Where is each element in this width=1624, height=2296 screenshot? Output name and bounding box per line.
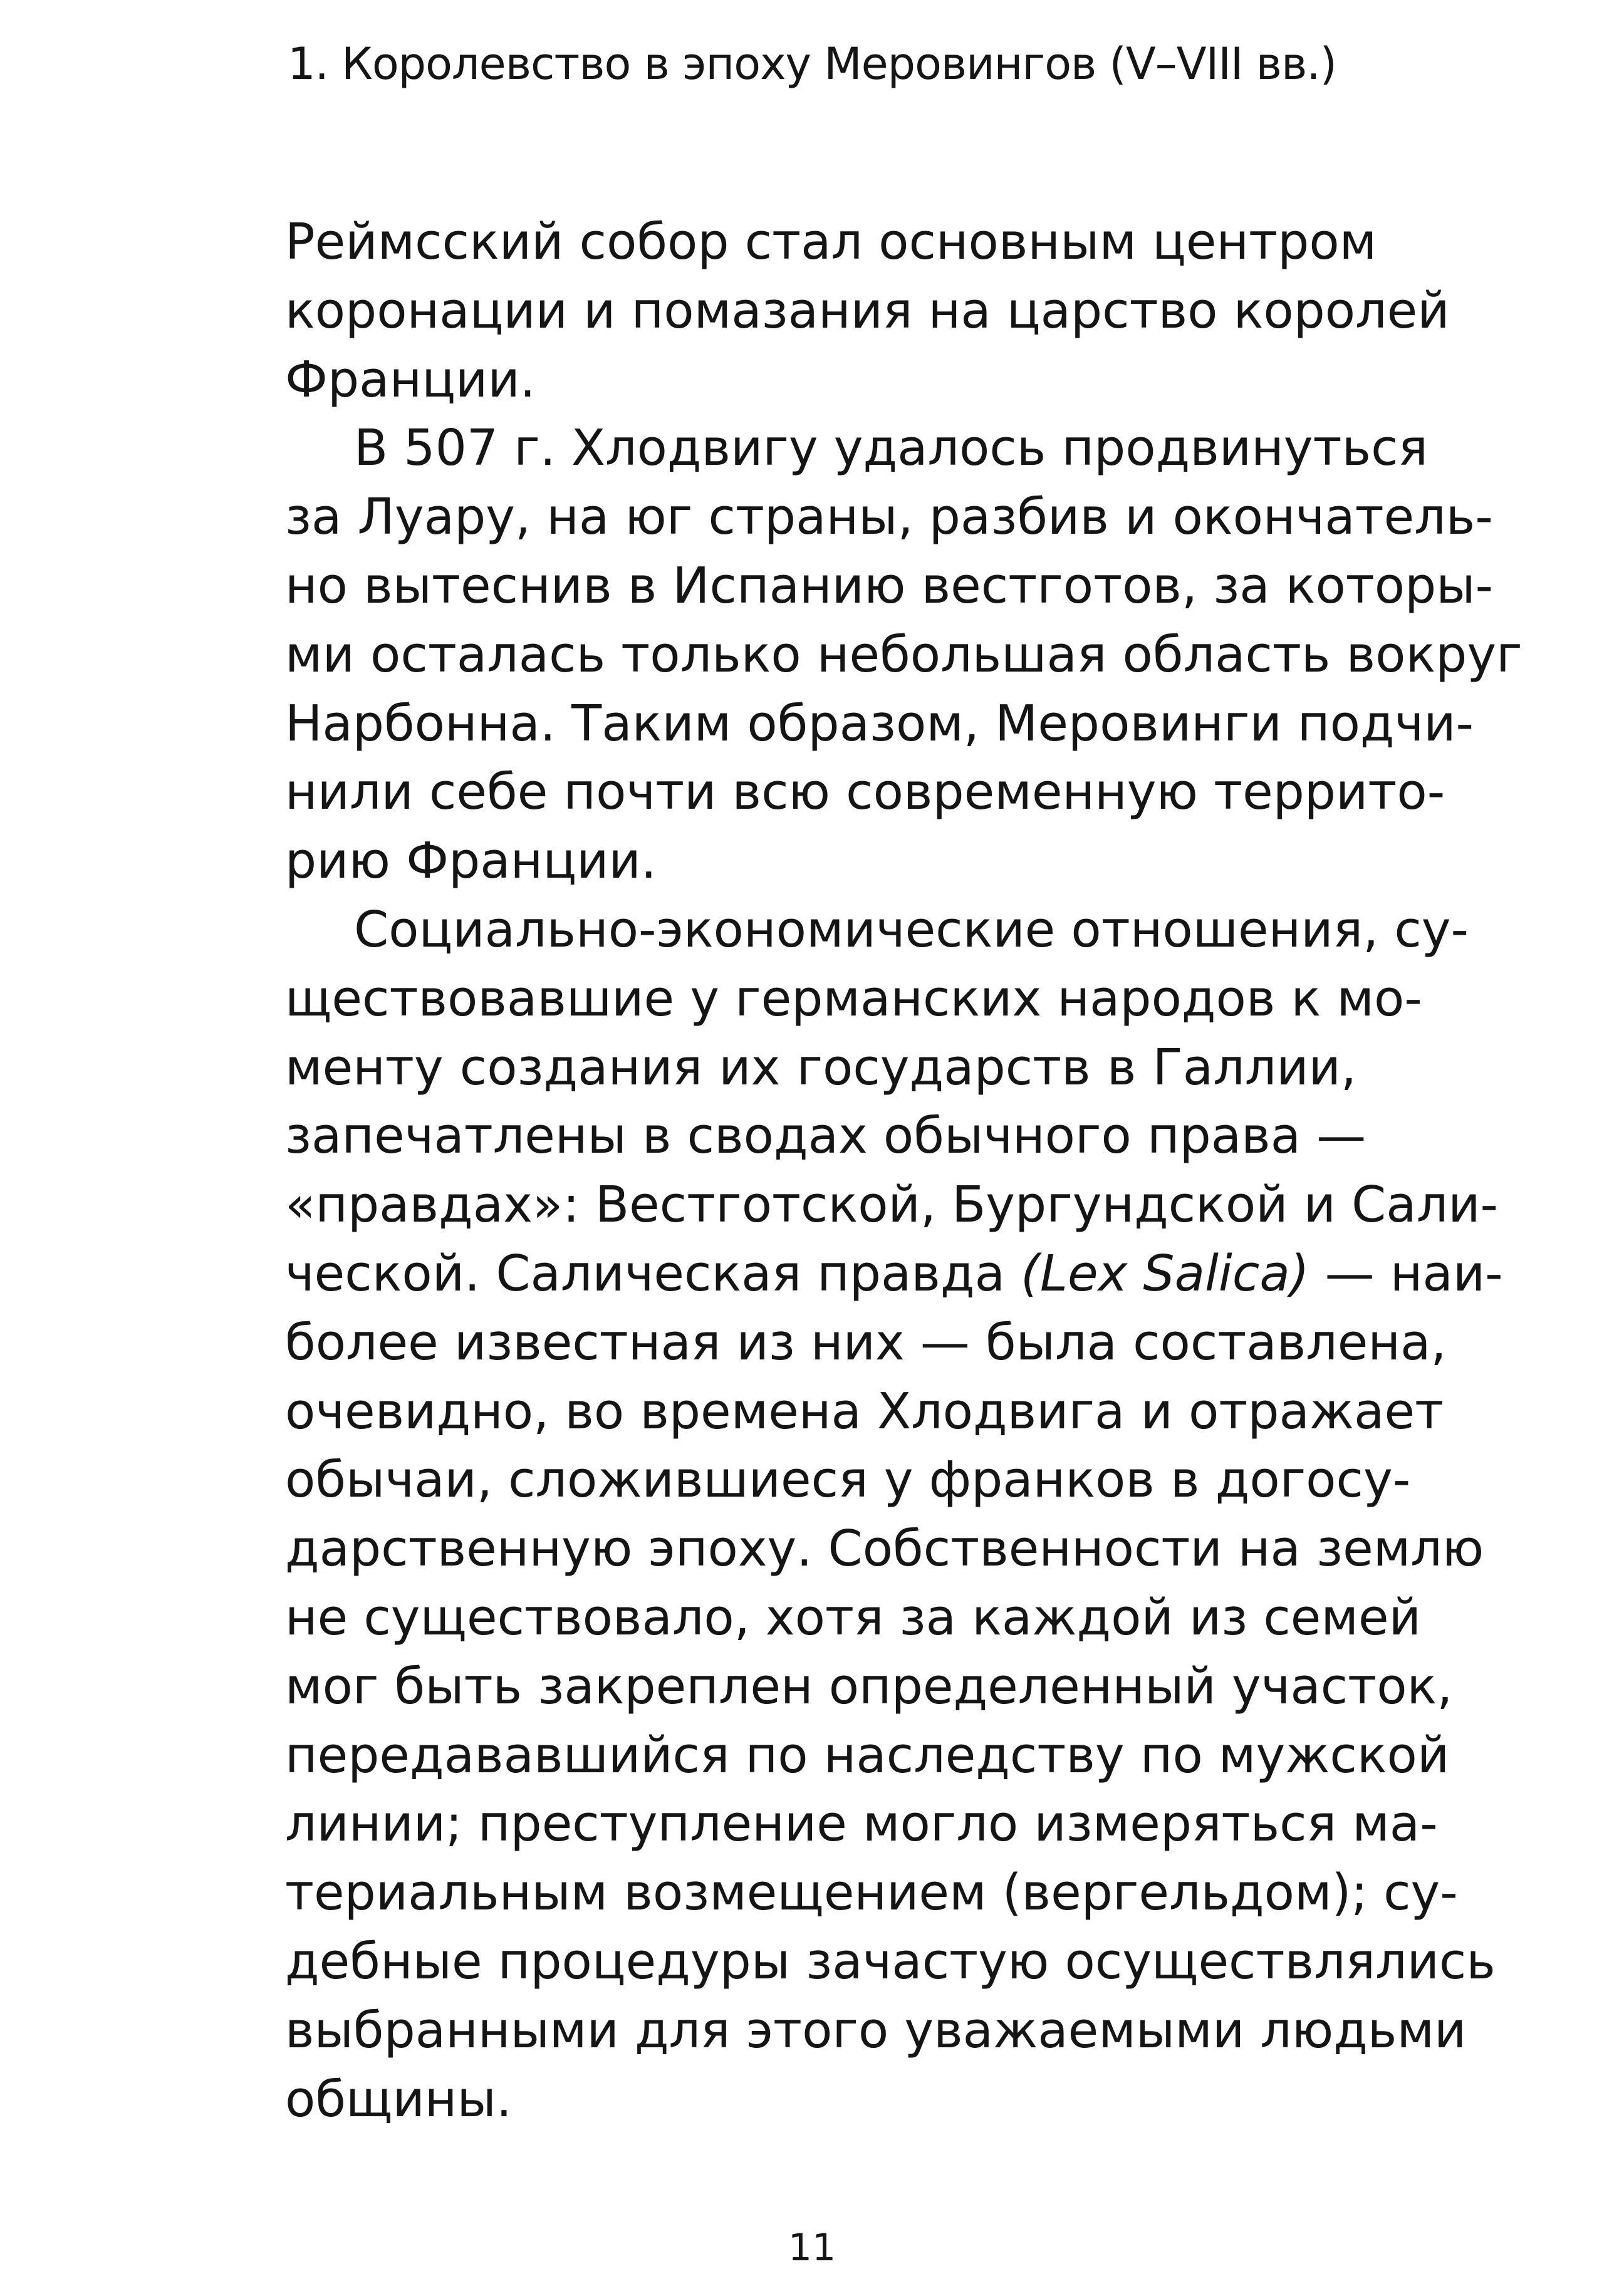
text-segment: ческой. Салическая правда <box>285 1244 1021 1302</box>
text-line: линии; преступление могло измеряться ма- <box>285 1795 1438 1853</box>
page-number: 11 <box>788 2226 836 2270</box>
text-line: ми осталась только небольшая область вокруг <box>285 625 1522 683</box>
text-line: ществовавшие у германских народов к мо- <box>285 969 1422 1027</box>
body-text <box>285 208 1522 2134</box>
text-line: не существовало, хотя за каждой из семей <box>285 1588 1421 1646</box>
text-line: менту создания их государств в Галлии, <box>285 1038 1356 1096</box>
text-line-with-italic <box>285 1240 1503 1309</box>
text-line: передававшийся по наследству по мужской <box>285 1726 1450 1784</box>
text-line: очевидно, во времена Хлодвига и отражает <box>285 1382 1444 1440</box>
text-line: В 507 г. Хлодвигу удалось продвинуться <box>354 419 1429 477</box>
text-line: дарственную эпоху. Собственности на землю <box>285 1520 1484 1578</box>
text-segment: — наи- <box>1309 1244 1503 1302</box>
text-line: Франции. <box>285 350 536 408</box>
text-line: но вытеснив в Испанию вестготов, за которы- <box>285 556 1494 615</box>
text-line: рию Франции. <box>285 832 657 890</box>
text-line: дебные процедуры зачастую осуществлялись <box>285 1932 1496 1990</box>
text-line: обычаи, сложившиеся у франков в догосу- <box>285 1451 1411 1509</box>
text-line: териальным возмещением (вергельдом); су- <box>285 1864 1458 1922</box>
text-line: коронации и помазания на царство королей <box>285 281 1450 340</box>
text-line: Реймсский собор стал основным центром <box>285 213 1377 271</box>
text-line: мог быть закреплен определенный участок, <box>285 1657 1453 1715</box>
text-line: более известная из них — была составлена, <box>285 1313 1447 1371</box>
text-line: Социально-экономические отношения, су- <box>354 900 1469 958</box>
text-line: общины. <box>285 2070 512 2128</box>
text-line: выбранными для этого уважаемыми людьми <box>285 2001 1467 2059</box>
running-head: 1. Королевство в эпоху Меровингов (V–VIII вв.) <box>288 38 1336 90</box>
latin-term: (Lex Salica) <box>1021 1244 1309 1302</box>
text-line: «правдах»: Вестготской, Бургундской и Сали- <box>285 1176 1499 1234</box>
text-line: Нарбонна. Таким образом, Меровинги подчи- <box>285 694 1474 752</box>
text-line: нили себе почти всю современную террито- <box>285 763 1445 821</box>
text-line: за Луару, на юг страны, разбив и окончатель- <box>285 488 1493 546</box>
text-line: запечатлены в сводах обычного права — <box>285 1107 1366 1165</box>
